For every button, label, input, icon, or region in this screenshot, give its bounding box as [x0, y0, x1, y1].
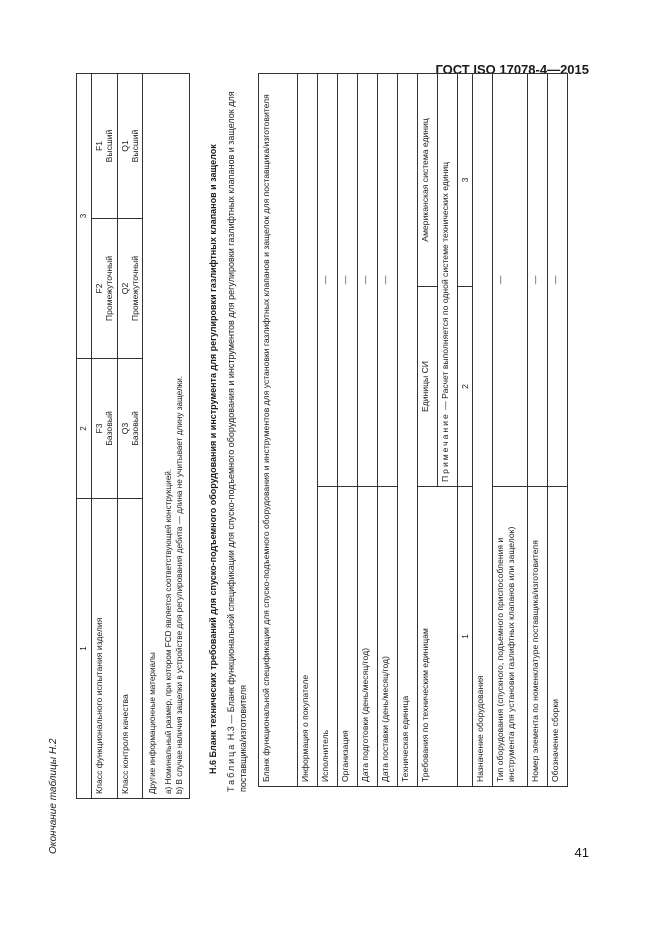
cell-level: Высший — [104, 129, 115, 163]
cell-level: Высший — [129, 129, 140, 163]
caption-prefix: Таблица — [226, 742, 236, 792]
note-word: Примечание — [440, 412, 450, 482]
cell-level: Базовый — [104, 411, 115, 446]
dash-cell: — — [358, 73, 378, 486]
footnote: b) В случае наличия защелки в устройстве для регулирования дебита — длина не учитывает длину защелки. — [175, 375, 185, 794]
table-row-label: Дата подготовки (день/месяц/год) — [358, 487, 378, 787]
col-header: 3 — [77, 73, 92, 358]
page-number: 41 — [574, 845, 589, 860]
table-caption — [226, 74, 249, 792]
col-header: 1 — [77, 499, 92, 799]
dash-cell: — — [378, 73, 398, 486]
cell-code: F1 — [94, 140, 104, 152]
caption-text: Н.3 — Бланк функциональной спецификации для спуско-подъемного оборудования и инструментов для регулировки газлифтных клапанов и защелок для поставщика/изготовителя — [226, 91, 248, 792]
col-header: 2 — [77, 359, 92, 499]
rotated-content — [48, 74, 561, 854]
table-h3 — [258, 73, 568, 787]
section-title: Н.6 Бланк технических требований для спуско-подъемного оборудования и инструмента для регулировки газлифтных клапанов и защелок — [208, 144, 218, 774]
cell-code: Q1 — [119, 140, 130, 152]
dash-cell: — — [318, 73, 338, 486]
table-row-label: Исполнитель — [318, 487, 338, 787]
units-us: Американская система единиц — [418, 73, 438, 286]
document-header: ГОСТ ISO 17078-4—2015 — [435, 62, 589, 77]
table-row-label: Обозначение сборки — [548, 487, 568, 787]
dash-cell: — — [548, 73, 568, 486]
continuation-label: Окончание таблицы Н.2 — [48, 738, 59, 854]
dash-cell: — — [528, 73, 548, 486]
table-row-label: Организация — [338, 487, 358, 787]
units-note — [438, 73, 458, 486]
cell-code: Q3 — [119, 422, 130, 435]
cell-code: Q2 — [119, 282, 130, 295]
table-row: Техническая единица — [398, 73, 418, 786]
column-number: 3 — [458, 73, 473, 286]
row-label: Другие информационные материалы — [148, 652, 158, 794]
table-header-row: Бланк функциональной спецификации для спуско-подъемного оборудования и инструментов для установки газлифтных клапанов и защелок для поставщика/изготовителя — [259, 73, 298, 786]
table-row: Информация о покупателе — [298, 73, 318, 786]
cell-code: F3 — [94, 423, 104, 434]
table-row-label: Дата поставки (день/месяц/год) — [378, 487, 398, 787]
cell-level: Промежуточный — [104, 255, 115, 322]
column-number: 2 — [458, 287, 473, 487]
cell-level: Промежуточный — [129, 255, 140, 322]
table-row-label: Тип оборудования (спускного, подъемного приспособления и инструмента для установки газлифтных клапанов или защелок) — [493, 487, 528, 787]
row-label: Класс функционального испытания изделия — [92, 499, 118, 799]
column-number: 1 — [458, 487, 473, 787]
cell-code: F2 — [94, 283, 104, 294]
footnote: a) Номинальный размер, при котором FCD является соответствующей конструкцией. — [164, 468, 174, 794]
table-row: Назначение оборудования — [473, 73, 493, 786]
note-text: — Расчет выполняется по одной системе технических единиц — [440, 161, 450, 413]
dash-cell: — — [338, 73, 358, 486]
table-row-label: Требования по техническим единицам — [418, 487, 458, 787]
dash-cell: — — [493, 73, 528, 486]
table-row-label: Номер элемента по номенклатуре поставщика/изготовителя — [528, 487, 548, 787]
cell-level: Базовый — [129, 411, 140, 446]
table-h2 — [76, 73, 190, 799]
units-si: Единицы СИ — [418, 287, 438, 487]
row-label: Класс контроля качества — [117, 499, 143, 799]
